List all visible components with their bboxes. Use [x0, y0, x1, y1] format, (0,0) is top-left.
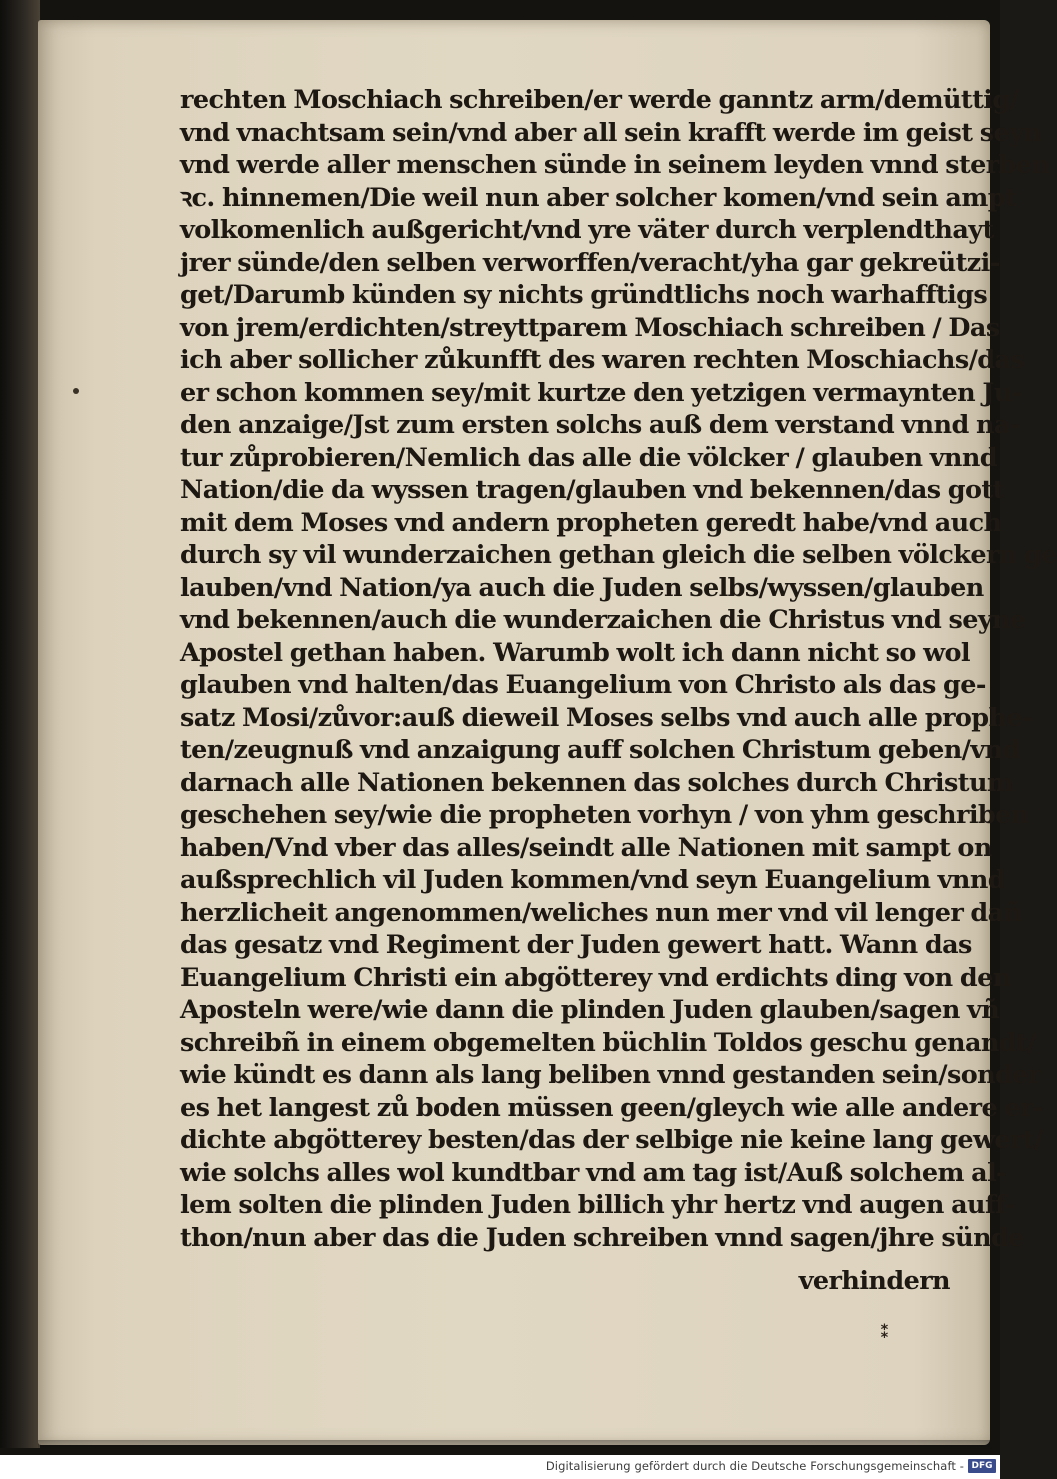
text-line: schreibñ in einem obgemelten büchlin Toldos geschu genandt/ — [180, 1027, 1036, 1058]
text-line: thon/nun aber das die Juden schreiben vnnd sagen/jhre sünde — [180, 1222, 1024, 1253]
text-line: ich aber sollicher zůkunfft des waren rechten Moschiachs/das — [180, 345, 1025, 375]
text-line: ten/zeugnuß vnd anzaigung auff solchen Christum geben/vnd — [180, 735, 1020, 765]
page-text-block — [180, 84, 1057, 1254]
text-line: den anzaige/Jst zum ersten solchs auß dem verstand vnnd na- — [180, 410, 1020, 440]
text-line: das gesatz vnd Regiment der Juden gewert hatt. Wann das — [180, 930, 972, 960]
text-line: Nation/die da wyssen tragen/glauben vnd bekennen/das gott — [180, 475, 1004, 505]
margin-mark — [73, 388, 79, 394]
text-line: er schon kommen sey/mit kurtze den yetzigen vermaynten Ju- — [180, 377, 1022, 408]
footer-credit: Digitalisierung gefördert durch die Deutsche Forschungsgemeinschaft - — [545, 1459, 964, 1473]
text-line: glauben vnd halten/das Euangelium von Christo als das ge- — [180, 670, 986, 700]
text-line: geschehen sey/wie die propheten vorhyn / von yhm geschriben — [180, 800, 1029, 830]
text-line: außsprechlich vil Juden kommen/vnd seyn Euangelium vnnd — [180, 865, 1005, 895]
text-line: herzlicheit angenommen/weliches nun mer vnd vil lenger dañ — [180, 897, 1022, 928]
text-line: ꝛc. hinnemen/Die weil nun aber solcher komen/vnd sein ampt — [180, 182, 1017, 213]
text-line: darnach alle Nationen bekennen das solches durch Christum — [180, 767, 1014, 798]
catchword: verhindern — [798, 1266, 950, 1296]
signature-mark: ⁑ — [880, 1322, 890, 1343]
text-line: vnd vnachtsam sein/vnd aber all sein krafft werde im geist seyn — [180, 117, 1042, 148]
text-line: Apostel gethan haben. Warumb wolt ich dann nicht so wol — [180, 637, 970, 668]
text-line: rechten Moschiach schreiben/er werde ganntz arm/demüttig/ — [180, 85, 1019, 115]
page-shadow — [38, 1440, 990, 1450]
text-line: durch sy vil wunderzaichen gethan gleich die selben völckern ge — [180, 540, 1057, 570]
text-line: get/Darumb künden sy nichts gründtlichs noch warhafftigs — [180, 280, 988, 310]
text-line: tur zůprobieren/Nemlich das alle die völcker / glauben vnnd — [180, 442, 998, 473]
text-line: von jrem/erdichten/streyttparem Moschiach schreiben / Das — [180, 312, 1000, 343]
text-line: vnd werde aller menschen sünde in seinem leyden vnnd sterben — [180, 150, 1050, 180]
text-line: Euangelium Christi ein abgötterey vnd erdichts ding von den — [180, 962, 1011, 993]
text-line: wie kündt es dann als lang beliben vnnd gestanden sein/sonder — [180, 1060, 1041, 1090]
text-line: lauben/vnd Nation/ya auch die Juden selbs/wyssen/glauben — [180, 572, 984, 603]
text-line: wie solchs alles wol kundtbar vnd am tag ist/Auß solchem al- — [180, 1157, 1007, 1188]
text-line: haben/Vnd vber das alles/seindt alle Nationen mit sampt on — [180, 832, 992, 863]
text-line: vnd bekennen/auch die wunderzaichen die Christus vnd seyne — [180, 605, 1026, 635]
text-line: Aposteln were/wie dann die plinden Juden glauben/sagen vñ — [180, 995, 1000, 1025]
text-line: es het langest zů boden müssen geen/gleych wie alle andere er- — [180, 1092, 1043, 1123]
text-line: dichte abgötterey besten/das der selbige nie keine lang gewert/ — [180, 1125, 1043, 1155]
text-line: satz Mosi/zůvor:auß dieweil Moses selbs vnd auch alle prophe- — [180, 702, 1033, 733]
text-line: mit dem Moses vnd andern propheten geredt habe/vnd auch — [180, 507, 1002, 538]
book-spine-edge — [0, 0, 40, 1448]
text-line: jrer sünde/den selben verworffen/veracht/yha gar gekreützi- — [180, 247, 1000, 278]
dfg-logo: DFG — [968, 1459, 996, 1473]
text-line: volkomenlich außgericht/vnd yre väter durch verplendthayt — [180, 215, 994, 245]
text-line: lem solten die plinden Juden billich yhr hertz vnd augen auff- — [180, 1190, 1015, 1220]
